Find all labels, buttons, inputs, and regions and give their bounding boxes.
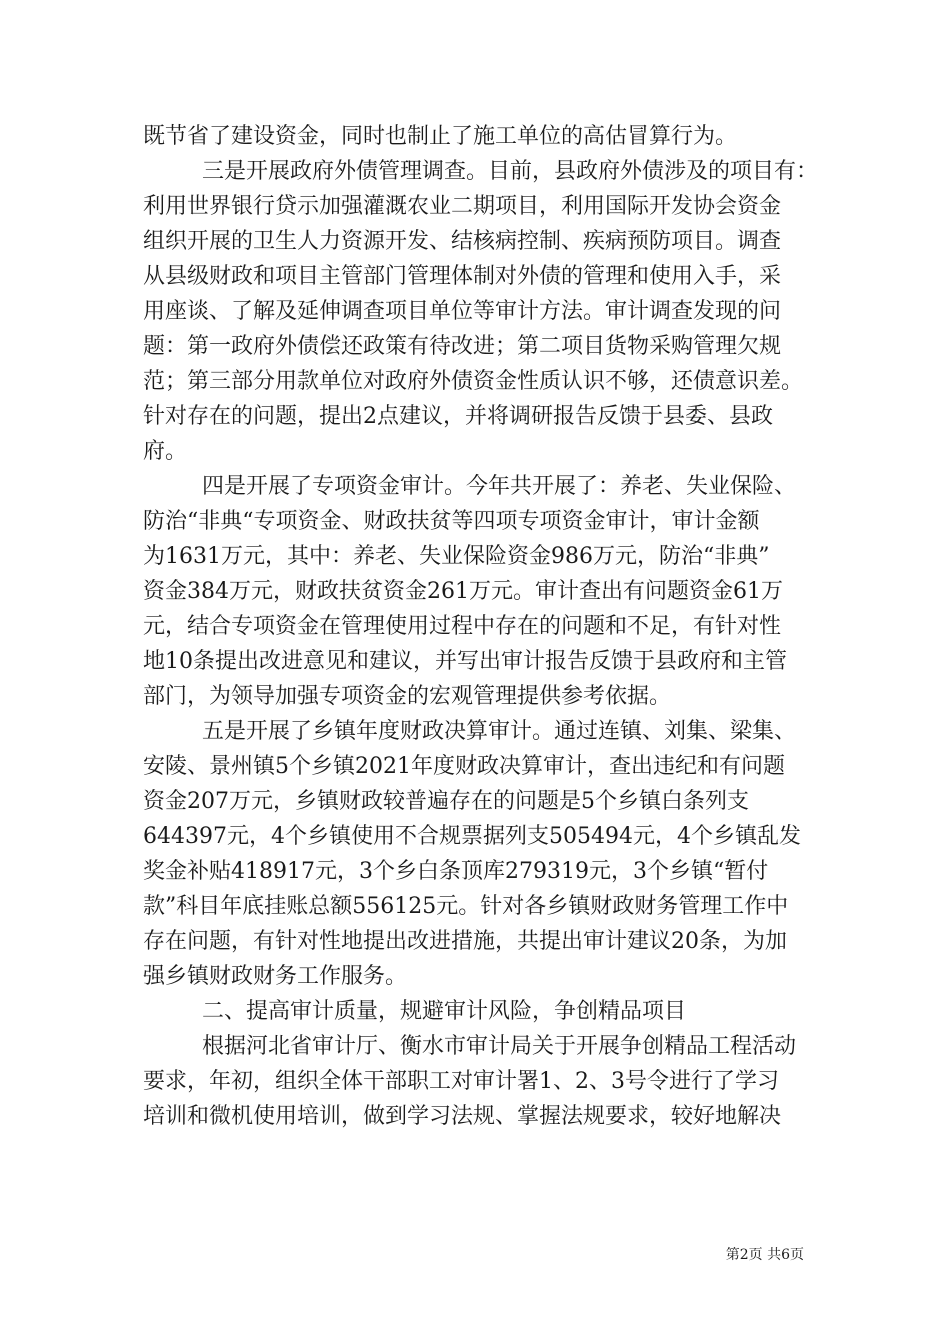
text-line: 元，结合专项资金在管理使用过程中存在的问题和不足，有针对性 [143,614,782,639]
paragraph-start-line: 三是开展政府外债管理调查。目前，县政府外债涉及的项目有： [202,159,819,184]
text-line: 资金384万元，财政扶贫资金261万元。审计查出有问题资金61万 [143,579,783,604]
text-line: 培训和微机使用培训，做到学习法规、掌握法规要求，较好地解决 [143,1104,782,1129]
text-line: 存在问题，有针对性地提出改进措施，共提出审计建议20条，为加 [143,929,787,954]
text-line: 防治“非典“专项资金、财政扶贫等四项专项资金审计，审计金额 [143,509,760,534]
paragraph-start-line: 四是开展了专项资金审计。今年共开展了：养老、失业保险、 [202,474,797,499]
section-heading: 二、提高审计质量，规避审计风险，争创精品项目 [202,999,687,1024]
paragraph-start-line: 根据河北省审计厅、衡水市审计局关于开展争创精品工程活动 [202,1034,797,1059]
text-line: 资金207万元，乡镇财政较普遍存在的问题是5个乡镇白条列支 [143,789,749,814]
body-text [143,119,823,1134]
text-line: 款”科目年底挂账总额556125元。针对各乡镇财政财务管理工作中 [143,894,789,919]
text-line: 从县级财政和项目主管部门管理体制对外债的管理和使用入手，采 [143,264,782,289]
text-line: 地10条提出改进意见和建议，并写出审计报告反馈于县政府和主管 [143,649,787,674]
text-line: 组织开展的卫生人力资源开发、结核病控制、疾病预防项目。调查 [143,229,782,254]
text-line: 要求，年初，组织全体干部职工对审计署1、2、3号令进行了学习 [143,1069,779,1094]
text-line: 范；第三部分用款单位对政府外债资金性质认识不够，还债意识差。 [143,369,804,394]
text-line: 奖金补贴418917元，3个乡白条顶库279319元，3个乡镇“暂付 [143,859,769,884]
text-line: 既节省了建设资金，同时也制止了施工单位的高估冒算行为。 [143,124,738,149]
paragraph-start-line: 五是开展了乡镇年度财政决算审计。通过连镇、刘集、梁集、 [202,719,797,744]
text-line: 安陵、景州镇5个乡镇2021年度财政决算审计，查出违纪和有问题 [143,754,785,779]
text-line: 为1631万元，其中：养老、失业保险资金986万元，防治“非典” [143,544,770,569]
text-line: 部门，为领导加强专项资金的宏观管理提供参考依据。 [143,684,672,709]
text-line: 题：第一政府外债偿还政策有待改进；第二项目货物采购管理欠规 [143,334,782,359]
text-line: 644397元，4个乡镇使用不合规票据列支505494元，4个乡镇乱发 [143,824,801,849]
text-line: 强乡镇财政财务工作服务。 [143,964,408,989]
text-line: 针对存在的问题，提出2点建议，并将调研报告反馈于县委、县政 [143,404,773,429]
text-line: 用座谈、了解及延伸调查项目单位等审计方法。审计调查发现的问 [143,299,782,324]
text-line: 利用世界银行贷示加强灌溉农业二期项目，利用国际开发协会资金 [143,194,782,219]
page-number-footer: 第2页 共6页 [725,1247,804,1263]
text-line: 府。 [143,439,188,464]
